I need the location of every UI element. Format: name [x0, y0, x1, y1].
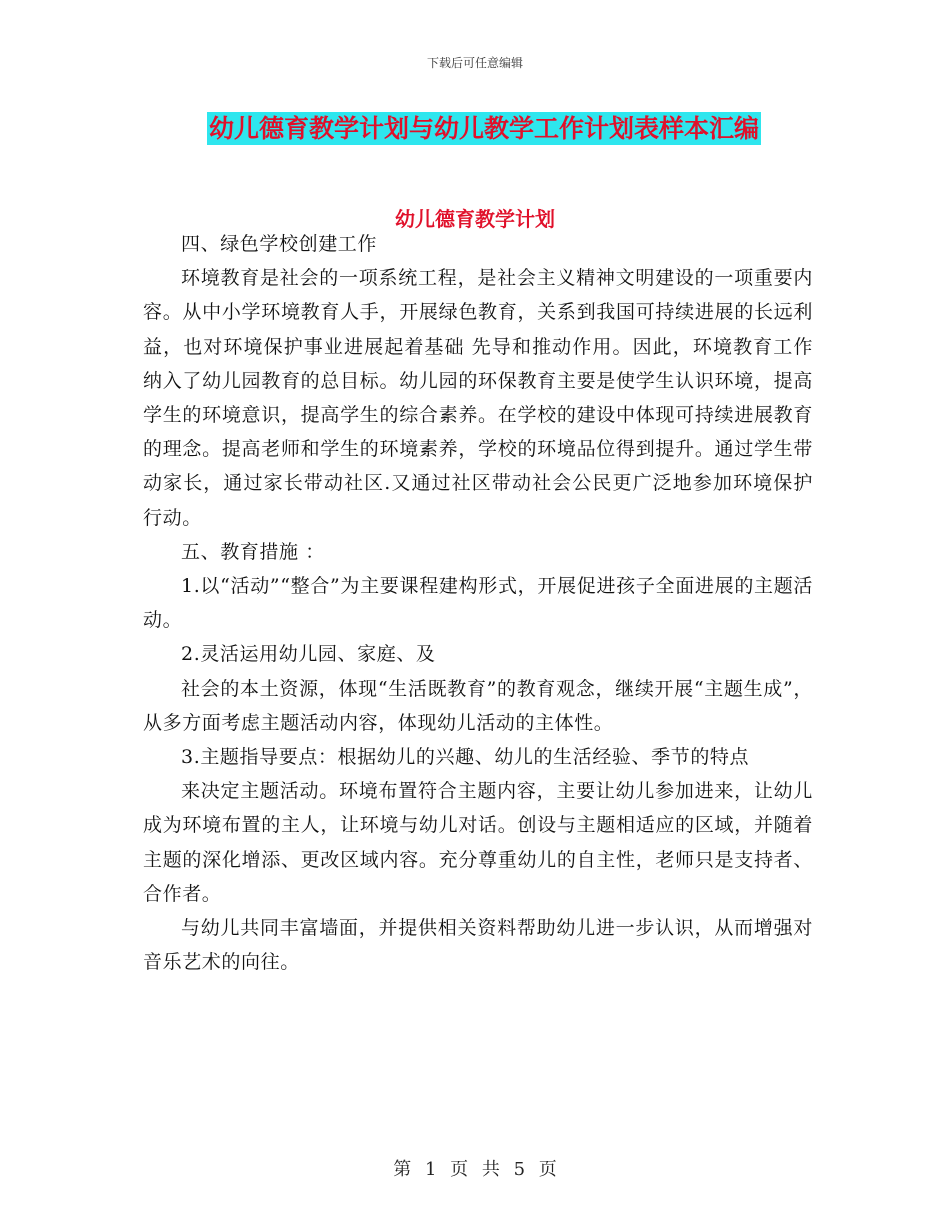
paragraph-environment-education: 环境教育是社会的一项系统工程，是社会主义精神文明建设的一项重要内容。从中小学环境教育人手，开展绿色教育，关系到我国可持续进展的长远利益，也对环境保护事业进展起着基础 先导和推动作用。因此，环境教育工作纳入了幼儿园教育的总目标。幼儿园的环保教育主要是使学生认识环境，提高学生的环境意识，提高学生的综合素养。在学校的建设中体现可持续进展教育的理念。提高老师和学生的环境素养，学校的环境品位得到提升。通过学生带动家长，通过家长带动社区.又通过社区带动社会公民更广泛地参加环境保护行动。: [143, 267, 813, 529]
paragraph-local-resources: 社会的本土资源，体现“生活既教育”的教育观念，继续开展“主题生成”，从多方面考虑主题活动内容，体现幼儿活动的主体性。: [143, 677, 813, 734]
section-title: 幼儿德育教学计划: [395, 207, 555, 231]
header-note: 下载后可任意编辑: [426, 56, 523, 70]
document-title: 幼儿德育教学计划与幼儿教学工作计划表样本汇编: [209, 114, 760, 143]
paragraph-wall-decoration: 与幼儿共同丰富墙面，并提供相关资料帮助幼儿进一步认识，从而增强对音乐艺术的向往。: [143, 917, 813, 974]
document-body: [143, 227, 813, 979]
page-number: 第 1 页 共 5 页: [393, 1159, 557, 1180]
list-item-3: 3.主题指导要点：根据幼儿的兴趣、幼儿的生活经验、季节的特点: [181, 746, 750, 769]
section-heading-5: 五、教育措施 ：: [181, 540, 325, 563]
section-heading-4: 四、绿色学校创建工作: [181, 233, 378, 255]
list-item-2: 2.灵活运用幼儿园、家庭、及: [181, 643, 436, 666]
list-item-1: 1.以“活动”“整合”为主要课程建构形式，开展促进孩子全面进展的主题活动。: [143, 575, 813, 632]
paragraph-theme-activities: 来决定主题活动。环境布置符合主题内容，主要让幼儿参加进来，让幼儿成为环境布置的主人，让环境与幼儿对话。创设与主题相适应的区域，并随着主题的深化增添、更改区域内容。充分尊重幼儿的自主性，老师只是支持者、合作者。: [143, 780, 813, 905]
